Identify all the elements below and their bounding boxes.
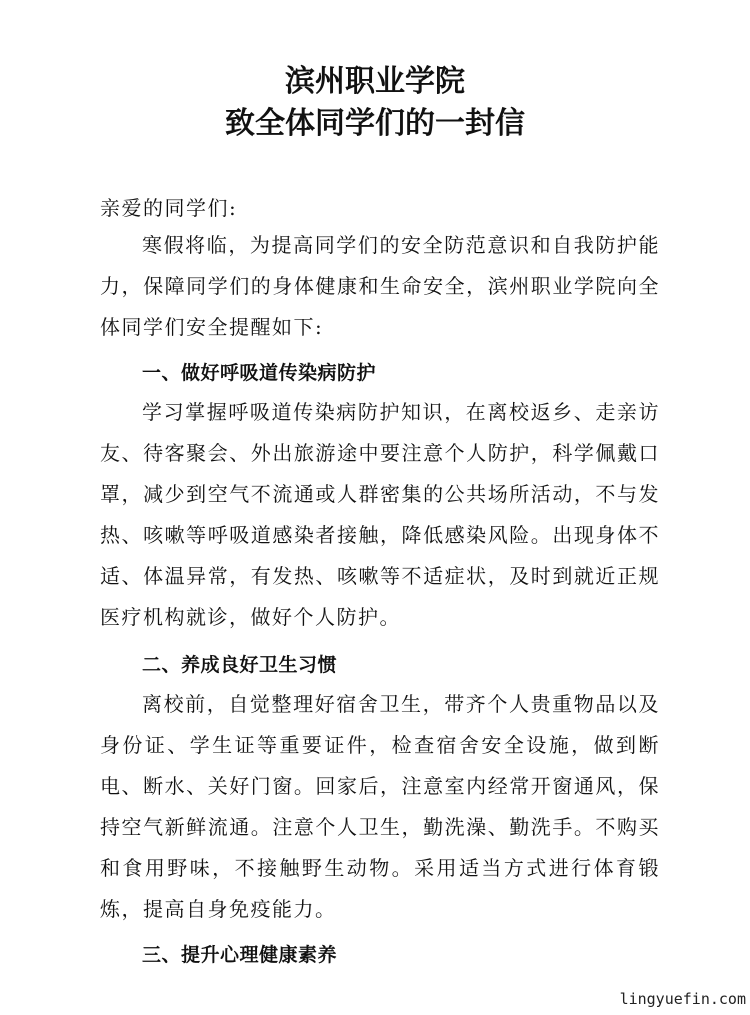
section-2-heading: 二、养成良好卫生习惯: [142, 654, 338, 676]
section-1-heading: 一、做好呼吸道传染病防护: [142, 362, 377, 384]
site-watermark: lingyuefin.com: [619, 990, 746, 1008]
letter-title: 致全体同学们的一封信: [225, 106, 525, 141]
intro-paragraph: 寒假将临，为提高同学们的安全防范意识和自我防护能力，保障同学们的身体健康和生命安全，滨州职业学院向全体同学们安全提醒如下:: [100, 233, 660, 339]
salutation: 亲爱的同学们:: [100, 196, 238, 220]
section-3-heading: 三、提升心理健康素养: [142, 944, 338, 966]
section-2-paragraph: 离校前，自觉整理好宿舍卫生，带齐个人贵重物品以及身份证、学生证等重要证件，检查宿舍安全设施，做到断电、断水、关好门窗。回家后，注意室内经常开窗通风，保持空气新鲜流通。注意个人卫生，勤洗澡、勤洗手。不购买和食用野味，不接触野生动物。采用适当方式进行体育锻炼，提高自身免疫能力。: [100, 692, 660, 921]
school-name-title: 滨州职业学院: [285, 64, 465, 99]
section-1-paragraph: 学习掌握呼吸道传染病防护知识，在离校返乡、走亲访友、待客聚会、外出旅游途中要注意个人防护，科学佩戴口罩，减少到空气不流通或人群密集的公共场所活动，不与发热、咳嗽等呼吸道感染者接触，降低感染风险。出现身体不适、体温异常，有发热、咳嗽等不适症状，及时到就近正规医疗机构就诊，做好个人防护。: [100, 400, 660, 629]
